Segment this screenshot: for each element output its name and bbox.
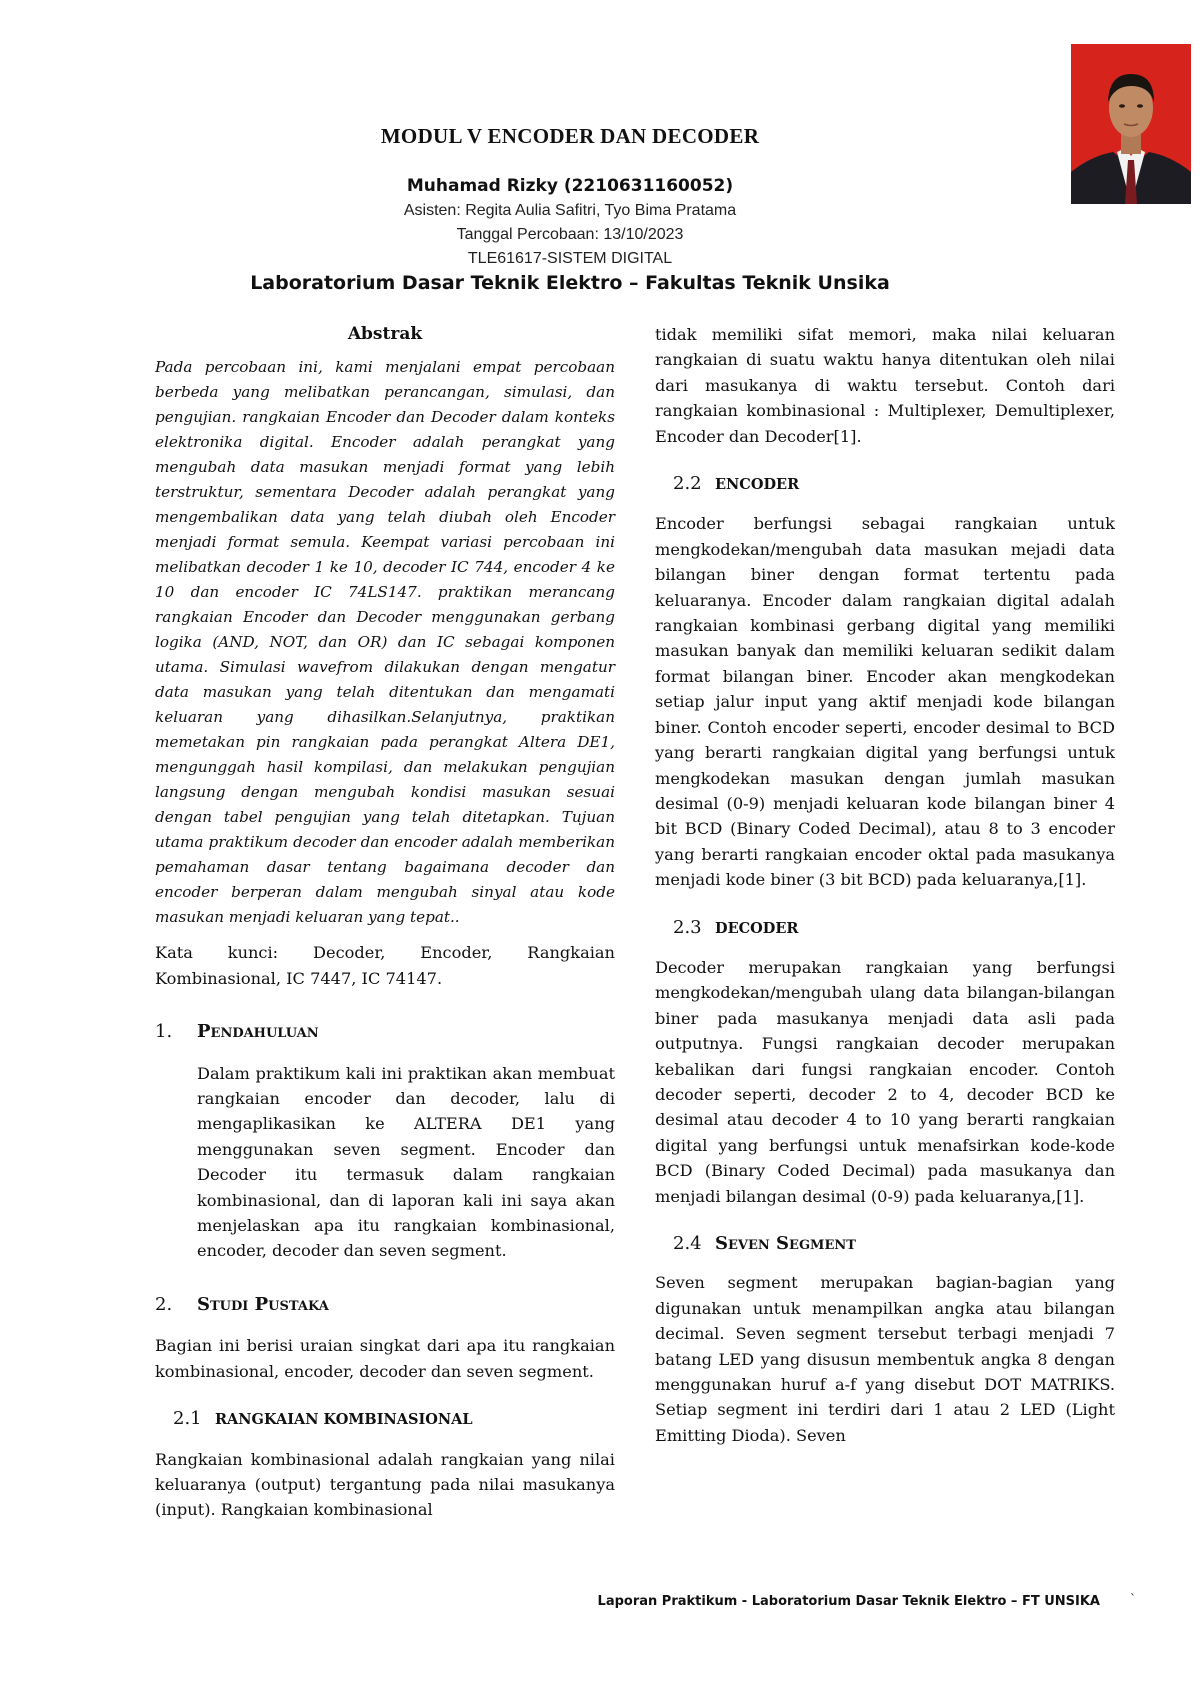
subsection-number: 2.2 <box>673 473 702 495</box>
section-1-text: Dalam praktikum kali ini praktikan akan membuat rangkaian encoder dan decoder, lalu di mengaplikasikan ke ALTERA DE1 yang menggunakan seven segment. Encoder dan Decoder itu termasuk dalam rangkaian kombinasional, dan di laporan kali ini saya akan menjelaskan apa itu rangkaian kombinasional, encoder, decoder dan seven segment. <box>197 1063 615 1261</box>
subsection-2-3-text: Decoder merupakan rangkaian yang berfungsi mengkodekan/mengubah ulang data bilangan-bilangan biner pada masukanya menjadi data asli pada outputnya. Fungsi rangkaian decoder merupakan kebalikan dari fungsi rangkaian encoder. Contoh decoder seperti, decoder 2 to 4, decoder BCD ke desimal atau decoder 4 to 10 yang berarti rangkaian digital yang berfungsi untuk menafsirkan kode-kode BCD (Binary Coded Decimal) pada masukanya dan menjadi bilangan desimal (0-9) pada keluaranya,[1]. <box>655 957 1115 1206</box>
author-portrait-image <box>1071 44 1191 204</box>
subsection-2-2-text: Encoder berfungsi sebagai rangkaian untuk mengkodekan/mengubah data masukan mejadi data bilangan biner dengan format tertentu pada keluaranya. Encoder dalam rangkaian digital adalah rangkaian kombinasi gerbang digital yang memiliki masukan banyak dan memiliki keluaran sedikit dalam format bilangan biner. Encoder akan mengkodekan setiap jalur input yang aktif menjadi kode bilangan biner. Contoh encoder seperti, encoder desimal to BCD yang berarti rangkaian digital yang berfungsi untuk mengkodekan masukan dengan jumlah masukan desimal (0-9) menjadi keluaran kode bilangan biner 4 bit BCD (Binary Coded Decimal), atau 8 to 3 encoder yang berarti rangkaian encoder oktal pada masukanya menjadi kode biner (3 bit BCD) pada keluaranya,[1]. <box>655 514 1115 890</box>
author-name: Muhamad Rizky (2210631160052) <box>406 176 734 196</box>
subsection-number: 2.1 <box>173 1408 202 1430</box>
section-2-heading <box>155 1292 615 1317</box>
section-number: 1. <box>155 1021 173 1043</box>
lab-affiliation: Laboratorium Dasar Teknik Elektro – Fakultas Teknik Unsika <box>250 272 890 294</box>
page-footer: Laporan Praktikum - Laboratorium Dasar Teknik Elektro – FT UNSIKA <box>597 1594 1100 1609</box>
section-2-text: Bagian ini berisi uraian singkat dari apa itu rangkaian kombinasional, encoder, decoder dan seven segment. <box>155 1336 615 1381</box>
paper-title: MODUL V ENCODER DAN DECODER <box>380 124 760 148</box>
abstract-heading: Abstrak <box>347 324 423 344</box>
subsection-title: ENCODER <box>715 476 800 494</box>
section-number: 2. <box>155 1293 173 1315</box>
subsection-2-2-heading <box>673 471 1115 497</box>
subsection-2-1-text-left: Rangkaian kombinasional adalah rangkaian yang nilai keluaranya (output) tergantung pada nilai masukanya (input). Rangkaian kombinasional <box>155 1449 615 1520</box>
keywords: Kata kunci: Decoder, Encoder, Rangkaian Kombinasional, IC 7447, IC 74147. <box>155 943 615 988</box>
subsection-number: 2.4 <box>673 1233 702 1254</box>
subsection-2-4-text: Seven segment merupakan bagian-bagian yang digunakan untuk menampilkan angka atau bilangan decimal. Seven segment tersebut terbagi menjadi 7 batang LED yang disusun membentuk angka 8 dengan menggunakan huruf a-f yang disebut DOT MATRIKS. Setiap segment ini terdiri dari 1 atau 2 LED (Light Emitting Dioda). Seven <box>655 1273 1115 1445</box>
subsection-2-4-heading <box>673 1231 1115 1256</box>
section-1-heading <box>155 1019 615 1044</box>
course-code: TLE61617-SISTEM DIGITAL <box>467 250 673 267</box>
subsection-2-1-text-right: tidak memiliki sifat memori, maka nilai keluaran rangkaian di suatu waktu hanya ditentukan oleh nilai dari masukanya di waktu tersebut. Contoh dari rangkaian kombinasional : Multiplexer, Demultiplexer, Encoder dan Decoder[1]. <box>655 325 1115 446</box>
left-column <box>155 322 615 1523</box>
section-title: Pendahuluan <box>197 1021 319 1043</box>
abstract-text: Pada percobaan ini, kami menjalani empat percobaan berbeda yang melibatkan perancangan, simulasi, dan pengujian. rangkaian Encoder dan Decoder dalam konteks elektronika digital. Encoder adalah perangkat yang mengubah data masukan menjadi format yang lebih terstruktur, sementara Decoder adalah perangkat yang mengembalikan data yang telah diubah oleh Encoder menjadi format semula. Keempat variasi percobaan ini melibatkan decoder 1 ke 10, decoder IC 744, encoder 4 ke 10 dan encoder IC 74LS147. praktikan merancang rangkaian Encoder dan Decoder menggunakan gerbang logika (AND, NOT, dan OR) dan IC sebagai komponen utama. Simulasi wavefrom dilakukan dengan mengatur data masukan yang telah ditentukan dan mengamati keluaran yang dihasilkan.Selanjutnya, praktikan memetakan pin rangkaian pada perangkat Altera DE1, mengunggah hasil kompilasi, dan melakukan pengujian langsung dengan mengubah kondisi masukan sesuai dengan tabel pengujian yang telah ditetapkan. Tujuan utama praktikum decoder dan encoder adalah memberikan pemahaman dasar tentang bagaimana decoder dan encoder berperan dalam mengubah sinyal atau kode masukan menjadi keluaran yang tepat.. <box>155 358 615 927</box>
section-title: Studi Pustaka <box>197 1293 329 1315</box>
assistant-line: Asisten: Regita Aulia Safitri, Tyo Bima Pratama <box>403 202 737 219</box>
experiment-date: Tanggal Percobaan: 13/10/2023 <box>456 226 684 243</box>
subsection-2-1-heading <box>173 1406 615 1432</box>
page-mark: ` <box>1130 1592 1136 1606</box>
subsection-title: Seven Segment <box>715 1233 856 1254</box>
subsection-number: 2.3 <box>673 916 702 938</box>
subsection-title: DECODER <box>715 919 799 937</box>
right-column <box>655 322 1115 1448</box>
subsection-title: RANGKAIAN KOMBINASIONAL <box>215 1411 473 1429</box>
subsection-2-3-heading <box>673 915 1115 941</box>
author-photo <box>1071 44 1191 204</box>
